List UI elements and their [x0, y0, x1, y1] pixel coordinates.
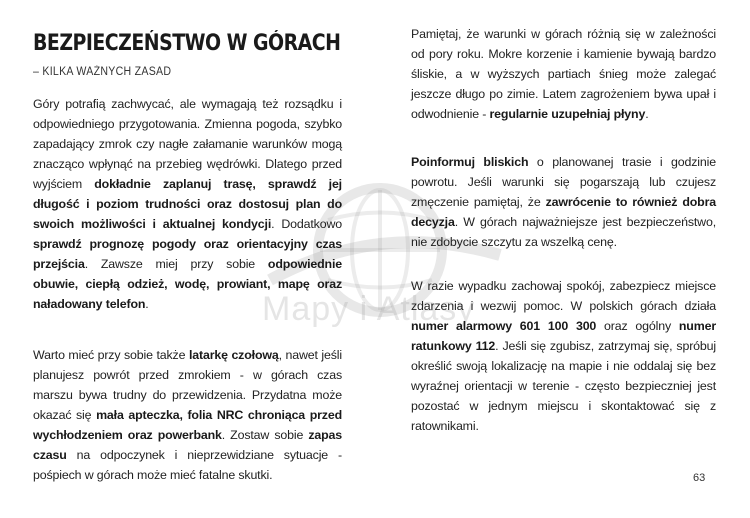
text-segment: W razie wypadku zachowaj spokój, zabezpiecz miejsce zdarzenia i wezwij pomoc. W polskich górach działa — [411, 279, 716, 313]
bold-segment: sprawdź prognozę pogody oraz orientacyjny czas przejścia — [33, 237, 342, 271]
bold-segment: latarkę czołową — [188, 348, 279, 362]
text-segment: . Zostaw sobie — [221, 428, 309, 442]
text-segment: . Zawsze miej przy sobie — [84, 257, 268, 271]
text-segment: . Dodatkowo — [271, 217, 342, 231]
page-title: BEZPIECZEŃSTWO W GÓRACH — [33, 31, 341, 56]
paragraph-equipment — [33, 345, 342, 485]
paragraph-emergency — [411, 276, 716, 436]
text-segment: Warto mieć przy sobie także — [33, 348, 189, 362]
bold-segment: mała apteczka, folia NRC chroniąca przed wychłodzeniem oraz powerbank — [33, 408, 342, 442]
bold-segment: numer alarmowy 601 100 300 — [411, 319, 597, 333]
bold-segment: odpowiednie obuwie, ciepłą odzież, wodę, prowiant, mapę oraz naładowany telefon — [33, 257, 342, 311]
page-number: 63 — [693, 472, 706, 484]
text-segment: Pamiętaj, że warunki w górach różnią się w zależności od pory roku. Mokre korzenie i kamienie bywają bardzo śliskie, a w wyższych partiach śnieg może zalegać jeszcze długo po zimie. Latem zagrożeniem bywa upał i odwodnienie - — [411, 27, 716, 121]
paragraph-preparation — [33, 94, 342, 314]
bold-segment: numer ratunkowy 112 — [411, 319, 717, 353]
text-segment: o planowanej trasie i godzinie powrotu. Jeśli warunki się pogarszają lub czujesz zmęczenie pamiętaj, że — [411, 155, 716, 209]
page-subtitle: – KILKA WAŻNYCH ZASAD — [33, 66, 172, 78]
paragraph-inform — [411, 152, 716, 252]
text-segment: . — [645, 107, 649, 121]
bold-segment: dokładnie zaplanuj trasę, sprawdź jej długość i poziom trudności oraz dostosuj plan do swoich możliwości i aktualnej kondycji — [33, 177, 342, 231]
text-segment: . Jeśli się zgubisz, zatrzymaj się, spróbuj określić swoją lokalizację na mapie i nie oddalaj się bez wyraźnej orientacji w terenie - często bezpieczniej jest pozostać w jednym miejscu i skontaktować się z ratownikami. — [411, 339, 716, 433]
paragraph-seasons — [411, 24, 716, 124]
text-segment: Góry potrafią zachwycać, ale wymagają też rozsądku i odpowiedniego przygotowania. Zmienna pogoda, szybko zapadający zmrok czy nagłe załamanie warunków mogą znacząco wpłynąć na przebieg wędrówki. Dlatego przed wyjściem — [33, 97, 342, 191]
text-segment: , nawet jeśli planujesz powrót przed zmrokiem - w górach czas marszu bywa trudny do przewidzenia. Przydatna może okazać się — [33, 348, 342, 422]
text-segment: oraz ogólny — [596, 319, 679, 333]
watermark-text: Mapy i Atlasy — [262, 290, 476, 328]
text-segment: na odpoczynek i nieprzewidziane sytuacje - pośpiech w górach może mieć fatalne skutki. — [33, 448, 342, 482]
bold-segment: zawrócenie to również dobra decyzja — [411, 195, 716, 229]
text-segment: . — [145, 297, 149, 311]
bold-segment: regularnie uzupełniaj płyny — [489, 107, 646, 121]
bold-segment: zapas czasu — [33, 428, 342, 462]
text-segment: . W górach najważniejsze jest bezpieczeństwo, nie zdobycie szczytu za wszelką cenę. — [411, 215, 716, 249]
bold-segment: Poinformuj bliskich — [411, 155, 529, 169]
